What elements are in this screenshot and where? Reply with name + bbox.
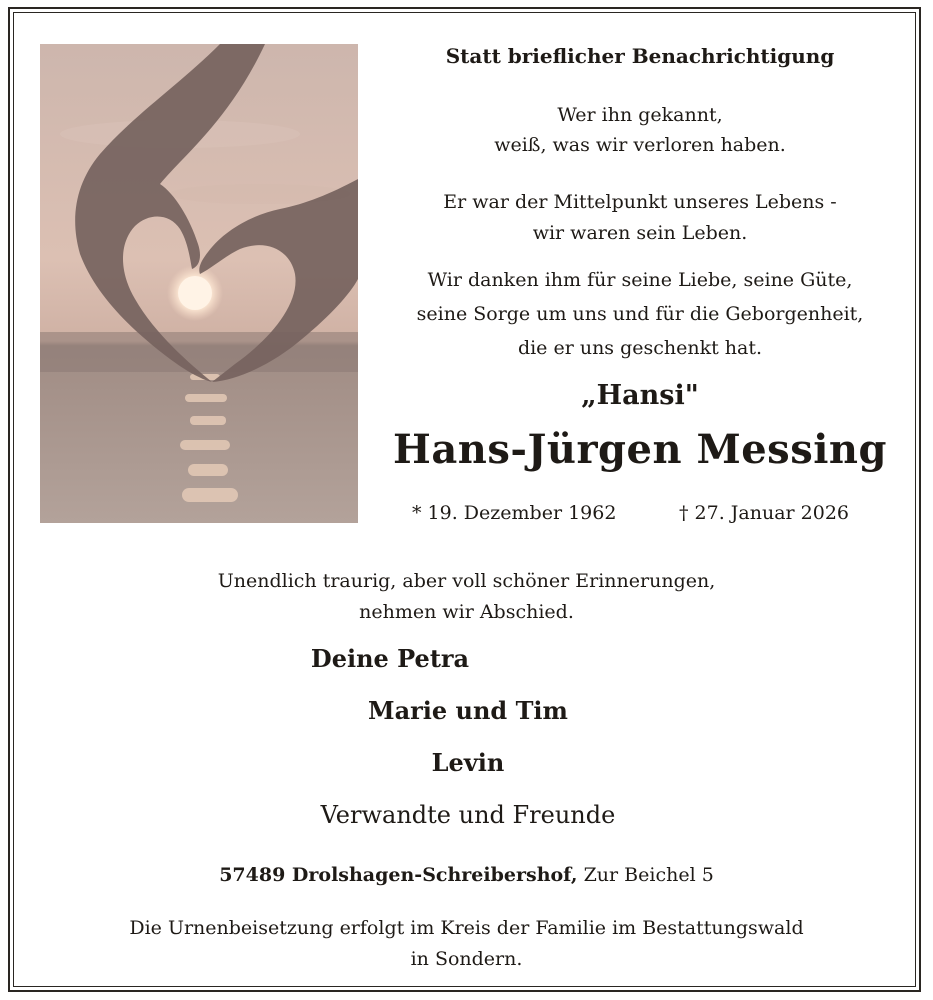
relatives: Verwandte und Freunde: [320, 801, 616, 829]
verse-three-line: Wir danken ihm für seine Liebe, seine Güte,: [427, 269, 853, 291]
mourner-marie-tim: Marie und Tim: [368, 696, 568, 725]
verse-three-line: die er uns geschenkt hat.: [517, 337, 763, 359]
verse-three: [380, 263, 900, 365]
verse-one-line: Wer ihn gekannt,: [557, 104, 723, 126]
deceased-name: Hans-Jürgen Messing: [393, 426, 887, 473]
nickname: „Hansi": [581, 380, 699, 411]
address-street: Zur Beichel 5: [583, 864, 714, 886]
mourner-levin: Levin: [431, 748, 505, 777]
farewell-line: Unendlich traurig, aber voll schöner Erinnerungen,: [217, 570, 716, 592]
birth-date: * 19. Dezember 1962: [412, 502, 617, 524]
burial-note: [40, 913, 893, 975]
mourner-petra: Deine Petra: [310, 644, 470, 673]
verse-one-line: weiß, was wir verloren haben.: [494, 134, 786, 156]
burial-line: in Sondern.: [410, 948, 523, 970]
verse-two-line: wir waren sein Leben.: [532, 222, 748, 244]
verse-one: [380, 100, 900, 160]
farewell-line: nehmen wir Abschied.: [359, 601, 574, 623]
address: [40, 864, 893, 886]
death-date: † 27. Januar 2026: [679, 502, 850, 524]
address-place: 57489 Drolshagen-Schreibershof,: [219, 864, 578, 886]
verse-three-line: seine Sorge um uns und für die Geborgenheit,: [416, 303, 864, 325]
farewell-text: [80, 566, 853, 628]
notice-header: Statt brieflicher Benachrichtigung: [445, 44, 835, 68]
heart-hands-sunset-photo: [40, 44, 358, 523]
burial-line: Die Urnenbeisetzung erfolgt im Kreis der Familie im Bestattungswald: [129, 917, 804, 939]
verse-two: [380, 187, 900, 249]
verse-two-line: Er war der Mittelpunkt unseres Lebens -: [443, 191, 837, 213]
